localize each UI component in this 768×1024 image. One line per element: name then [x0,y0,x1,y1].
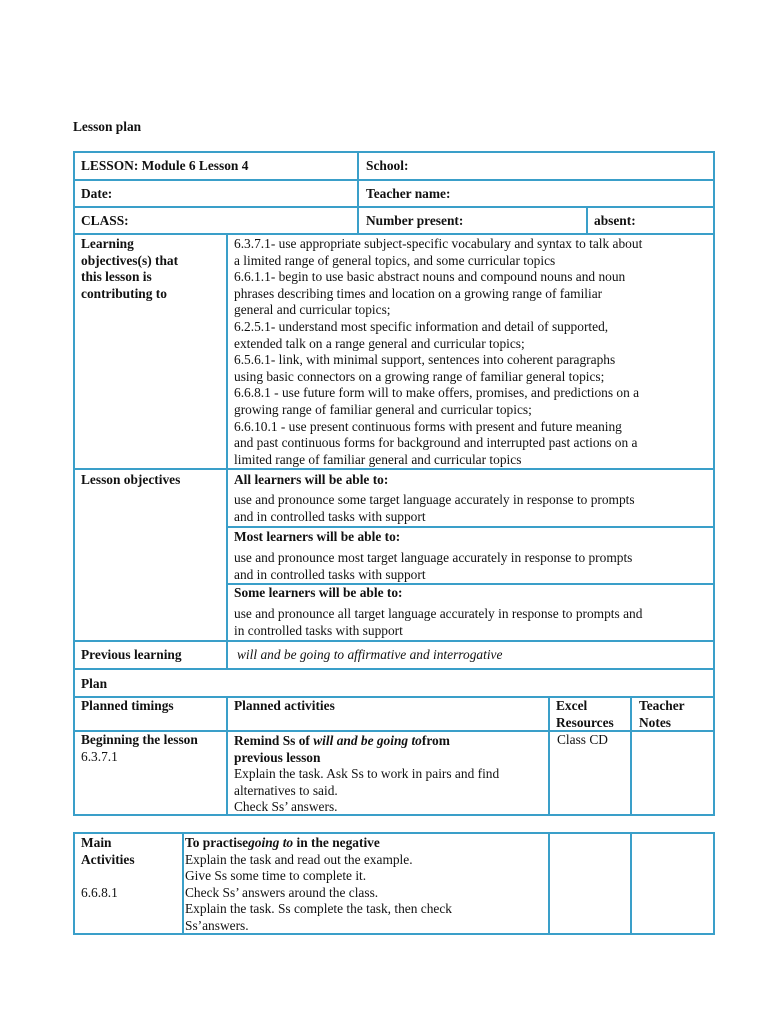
beginning-resources: Class CD [557,732,608,747]
objective-line: general and curricular topics; [234,302,391,318]
all-learners-text [234,492,635,525]
label-line: contributing to [81,285,167,301]
timing-title: Main [81,835,112,850]
beginning-activities [234,733,499,816]
row-divider [73,233,715,235]
objective-line: 6.6.1.1- begin to use basic abstract nouns and compound nouns and noun [234,269,626,285]
heading-pre: To practise [185,835,249,850]
text-line: and in controlled tasks with support [234,508,426,524]
learning-objectives-list [234,236,642,468]
activity-line: Explain the task. Ss complete the task, then check [185,901,452,917]
plan-label: Plan [81,676,108,691]
col-divider [548,832,550,935]
objective-line: phrases describing times and location on a growing range of familiar [234,285,603,301]
teacher-name-label: Teacher name: [366,186,451,201]
col-divider [548,696,550,816]
header-line: Notes [639,714,671,730]
planned-activities-header: Planned activities [234,698,335,713]
most-learners-text [234,550,632,583]
objective-line: and past continuous forms for background and interrupted past actions on a [234,435,638,451]
text-line: use and pronounce most target language accurately in response to prompts [234,550,633,565]
objective-line: a limited range of general topics, and some curricular topics [234,252,556,268]
heading-post: from [421,733,450,748]
activity-heading [185,835,452,852]
activity-heading [234,733,499,750]
absent-label: absent: [594,213,636,228]
objective-line: growing range of familiar general and curricular topics; [234,401,532,417]
document-title: Lesson plan [73,119,142,134]
previous-learning-label: Previous learning [81,647,182,662]
activity-line: Ss’answers. [185,917,249,933]
lesson-objectives-label: Lesson objectives [81,472,181,487]
timing-code: 6.3.7.1 [81,748,118,764]
row-divider [73,206,715,208]
text-line: in controlled tasks with support [234,622,403,638]
objective-line: limited range of familiar general and curricular topics [234,451,522,467]
activity-line: Check Ss’ answers around the class. [185,884,379,900]
row-divider [226,526,715,528]
beginning-timing [81,732,198,765]
class-label: CLASS: [81,213,129,228]
activity-heading-line2: previous lesson [234,749,321,765]
main-timing [81,835,135,901]
activity-line: Check Ss’ answers. [234,799,338,815]
heading-pre: Remind Ss of [234,733,314,748]
objective-line: 6.6.10.1 - use present continuous forms with present and future meaning [234,418,622,434]
row-divider [73,640,715,642]
col-divider [357,151,359,234]
col-divider [586,206,588,234]
spacer [81,868,135,885]
objective-line: 6.3.7.1- use appropriate subject-specific vocabulary and syntax to talk about [234,236,643,251]
all-learners-heading: All learners will be able to: [234,472,389,487]
date-label: Date: [81,186,113,201]
heading-post: in the negative [293,835,380,850]
objective-line: using basic connectors on a growing range of familiar general topics; [234,368,605,384]
col-divider [226,233,228,669]
objective-line: 6.6.8.1 - use future form will to make offers, promises, and predictions on a [234,385,640,401]
timing-title: Beginning the lesson [81,732,198,747]
timing-code: 6.6.8.1 [81,884,118,900]
header-line: Excel [556,698,588,713]
main-activities [185,835,452,935]
col-divider [182,832,184,935]
number-present-label: Number present: [366,213,464,228]
objective-line: 6.5.6.1- link, with minimal support, sentences into coherent paragraphs [234,352,616,368]
header-line: Resources [556,714,614,730]
activity-line: alternatives to said. [234,782,338,798]
previous-learning-value: will and be going to affirmative and interrogative [237,647,503,662]
label-line: this lesson is [81,269,152,285]
col-divider [630,696,632,816]
activity-line: Give Ss some time to complete it. [185,868,367,884]
objective-line: 6.2.5.1- understand most specific information and detail of supported, [234,318,609,334]
col-divider [630,832,632,935]
most-learners-heading: Most learners will be able to: [234,529,401,544]
text-line: use and pronounce some target language accurately in response to prompts [234,492,635,507]
activity-line: Explain the task and read out the example. [185,851,413,867]
learning-objectives-label [81,236,178,302]
heading-italic: will and be going to [313,733,422,748]
text-line: use and pronounce all target language accurately in response to prompts and [234,606,643,621]
timing-title: Activities [81,851,135,867]
teacher-notes-header [639,698,685,731]
row-divider [73,668,715,670]
some-learners-text [234,606,642,639]
resources-header [556,698,614,731]
school-label: School: [366,158,409,173]
objective-line: extended talk on a range general and curricular topics; [234,335,525,351]
header-line: Teacher [639,698,685,713]
some-learners-heading: Some learners will be able to: [234,585,403,600]
label-line: Learning [81,236,134,251]
planned-timings-header: Planned timings [81,698,174,713]
activity-line: Explain the task. Ask Ss to work in pairs and find [234,766,500,782]
heading-italic: going to [248,835,294,850]
lesson-label: LESSON: Module 6 Lesson 4 [81,158,249,173]
label-line: objectives(s) that [81,252,179,268]
col-divider [226,696,228,816]
text-line: and in controlled tasks with support [234,566,426,582]
row-divider [73,179,715,181]
